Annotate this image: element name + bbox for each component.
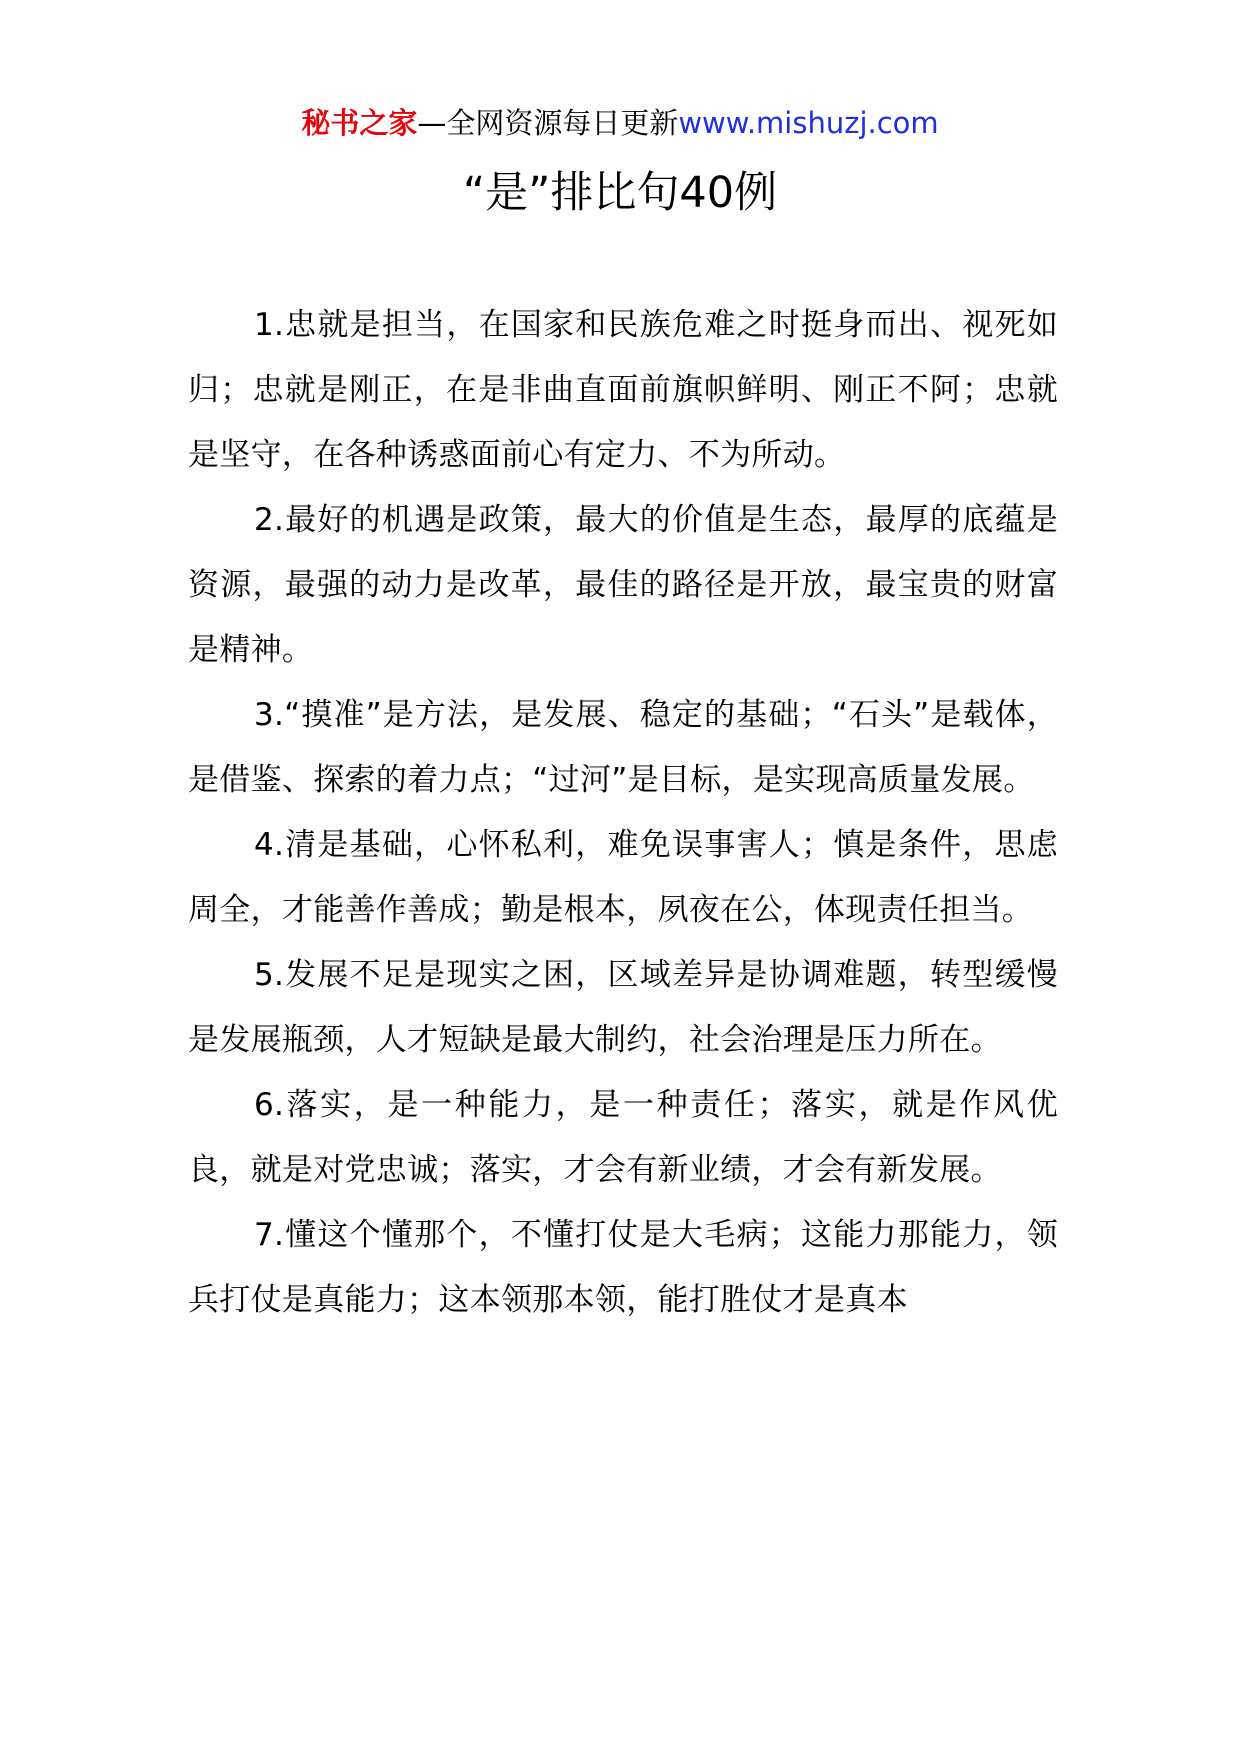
header-site-link[interactable]: www.mishuzj.com bbox=[678, 106, 939, 140]
paragraph: 7.懂这个懂那个，不懂打仗是大毛病；这能力那能力，领兵打仗是真能力；这本领那本领，能打胜仗才是真本 bbox=[188, 1217, 1058, 1318]
paragraph: 1.忠就是担当，在国家和民族危难之时挺身而出、视死如归；忠就是刚正，在是非曲直面前旗帜鲜明、刚正不阿；忠就是坚守，在各种诱惑面前心有定力、不为所动。 bbox=[188, 307, 1058, 473]
header-tagline: —全网资源每日更新 bbox=[417, 106, 679, 140]
header-brand: 秘书之家 bbox=[301, 106, 418, 140]
paragraph: 4.清是基础，心怀私利，难免误事害人；慎是条件，思虑周全，才能善作善成；勤是根本，夙夜在公，体现责任担当。 bbox=[188, 827, 1058, 928]
document-title: “是”排比句40例 bbox=[462, 168, 778, 218]
paragraph: 2.最好的机遇是政策，最大的价值是生态，最厚的底蕴是资源，最强的动力是改革，最佳的路径是开放，最宝贵的财富是精神。 bbox=[188, 502, 1058, 668]
page-header bbox=[0, 103, 1240, 143]
paragraph: 6.落实，是一种能力，是一种责任；落实，就是作风优良，就是对党忠诚；落实，才会有新业绩，才会有新发展。 bbox=[188, 1087, 1058, 1188]
document-body bbox=[188, 293, 1058, 1333]
paragraph: 5.发展不足是现实之困，区域差异是协调难题，转型缓慢是发展瓶颈，人才短缺是最大制约，社会治理是压力所在。 bbox=[188, 957, 1058, 1058]
paragraph: 3.“摸准”是方法，是发展、稳定的基础；“石头”是载体，是借鉴、探索的着力点；“过河”是目标，是实现高质量发展。 bbox=[188, 697, 1058, 798]
